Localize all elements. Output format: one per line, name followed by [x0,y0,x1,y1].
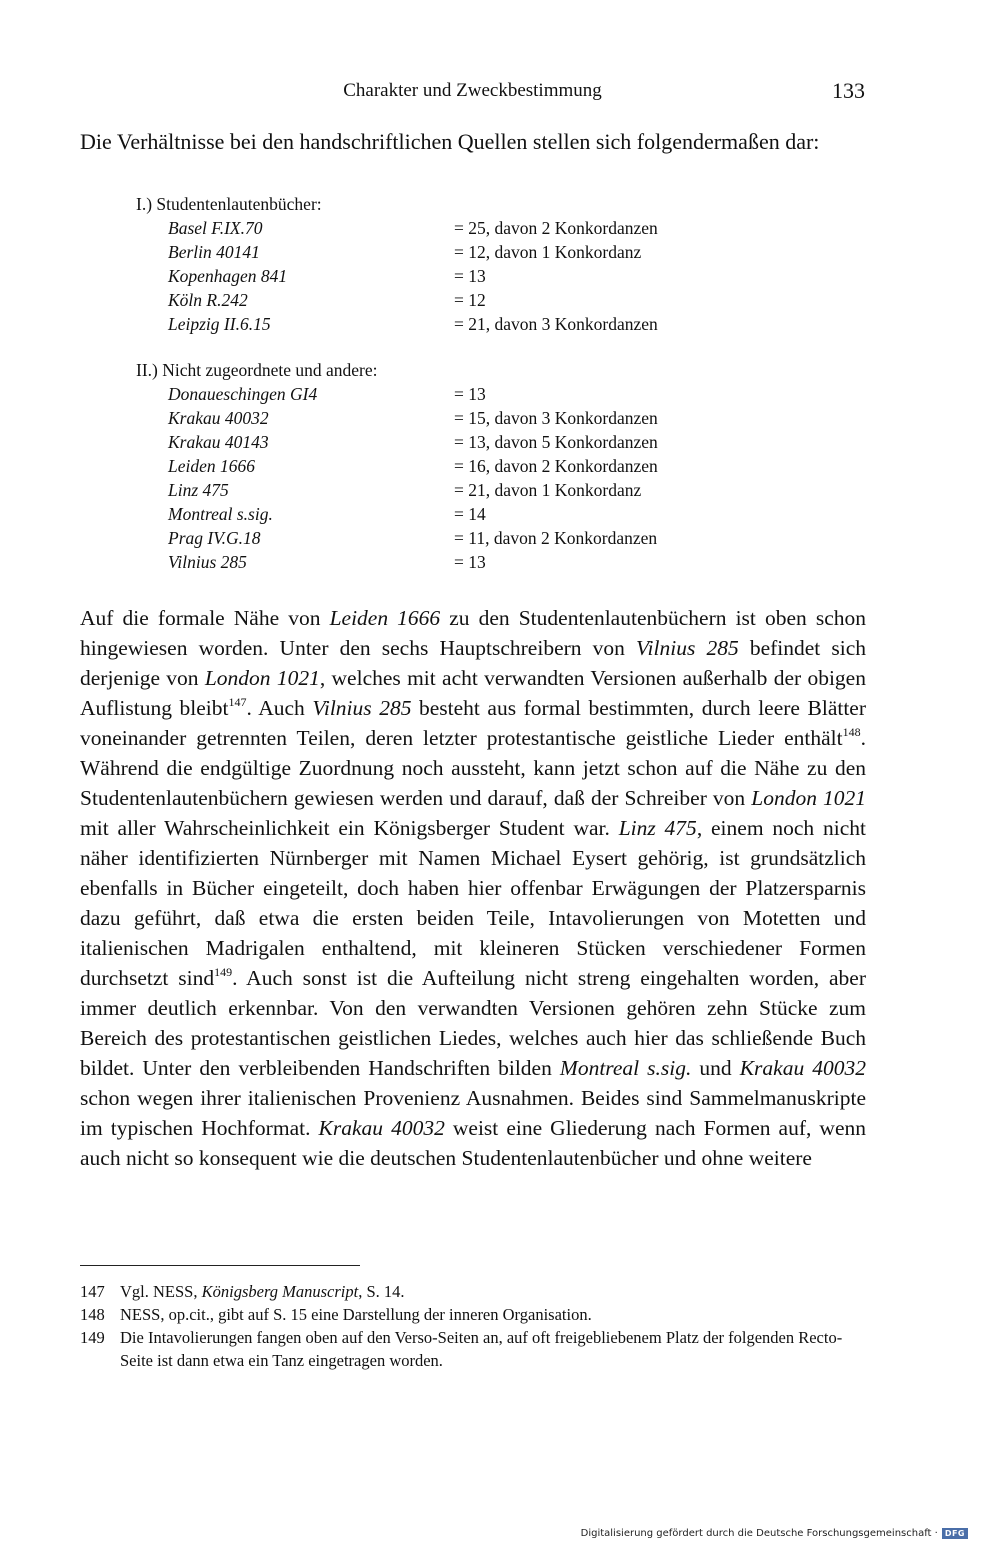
list-row [136,430,756,454]
source-reference: Vilnius 285 [636,636,739,660]
source-name: Donaueschingen GI4 [168,384,318,404]
source-count: = 13 [454,266,486,286]
page-header [80,78,865,108]
source-count: = 14 [454,504,486,524]
list-row [136,478,756,502]
source-count: = 21, davon 3 Konkordanzen [454,314,658,334]
source-name: Köln R.242 [168,290,248,310]
footnote-divider [80,1265,360,1266]
source-list-group-1 [136,192,756,336]
source-name: Basel F.IX.70 [168,218,263,238]
footnote-marker: 148 [842,725,861,739]
list-row [136,240,756,264]
source-count: = 13 [454,384,486,404]
source-name: Linz 475 [168,480,229,500]
footnote-number: 148 [80,1305,105,1324]
list-row [136,288,756,312]
list-row [136,382,756,406]
source-name: Krakau 40143 [168,432,269,452]
list-heading: II.) Nicht zugeordnete und andere: [136,360,378,380]
source-name: Berlin 40141 [168,242,260,262]
source-reference: Krakau 40032 [739,1056,867,1080]
source-count: = 15, davon 3 Konkordanzen [454,408,658,428]
running-title: Charakter und Zweckbestimmung [343,80,602,101]
source-count: = 12 [454,290,486,310]
list-row [136,312,756,336]
footnotes [80,1280,870,1372]
footnote: 149 Die Intavolierungen fangen oben auf den Verso-Seiten an, auf oft freigebliebenem Platz der folgenden Recto-Seite ist dann etwa ein Tanz eingetragen worden. [80,1328,843,1370]
source-count: = 16, davon 2 Konkordanzen [454,456,658,476]
source-reference: Vilnius 285 [312,696,412,720]
footnote: 147 Vgl. NESS, Königsberg Manuscript, S. 14. [80,1282,405,1301]
source-reference: London 1021 [751,786,867,810]
body-paragraph: Auf die formale Nähe von Leiden 1666 zu den Studentenlautenbüchern ist oben schon hingewiesen worden. Unter den sechs Hauptschreibern von Vilnius 285 befindet sich derjenige von London 1021, welches mit acht verwandten Versionen außerhalb der obigen Auflistung bleibt$^{147}$. Auch Vilnius 285 besteht aus formal bestimmten, durch leere Blätter voneinander getrennten Teilen, deren letzter protestantische geistliche Lieder enthält$^{148}$. Während die endgültige Zuordnung noch aussteht, kann jetzt schon auf die Nähe zu den Studentenlautenbüchern gewiesen werden und darauf, daß der Schreiber von London 1021 mit aller Wahrscheinlichkeit ein Königsberger Student war. Linz 475, einem noch nicht näher identifizierten Nürnberger mit Namen Michael Eysert gehörig, ist grundsätzlich ebenfalls in Bücher eingeteilt, doch haben hier offenbar Erwägungen der Platzersparnis dazu geführt, daß etwa die ersten beiden Teile, Intavolierungen von Motetten und italienischen Madrigalen enthaltend, mit kleineren Stücken verschiedener Formen durchsetzt sind$^{149}$. Auch sonst ist die Aufteilung nicht streng eingehalten worden, aber immer deutlich erkennbar. Von den verwandten Versionen gehören zehn Stücke zum Bereich des protestantischen geistlichen Liedes, welches auch hier das schließende Buch bildet. Unter den verbleibenden Handschriften bilden Montreal s.sig. und Krakau 40032 schon wegen ihrer italienischen Provenienz Ausnahmen. Beides sind Sammelmanuskripte im typischen Hochformat. Krakau 40032 weist eine Gliederung nach Formen auf, wenn auch nicht so konsequent wie die deutschen Studentenlautenbücher und ohne weitere [80,606,867,1170]
list-row [136,502,756,526]
footnote-number: 149 [80,1328,105,1347]
source-name: Prag IV.G.18 [168,528,261,548]
source-count: = 13, davon 5 Konkordanzen [454,432,658,452]
source-list-group-2 [136,358,756,574]
credit-text: Digitalisierung gefördert durch die Deutsche Forschungsgemeinschaft · [580,1528,938,1539]
list-row [136,406,756,430]
dfg-logo-icon: DFG [942,1528,968,1539]
page-number: 133 [832,78,865,103]
source-name: Kopenhagen 841 [168,266,288,286]
source-count: = 12, davon 1 Konkordanz [454,242,642,262]
footnote-marker: 147 [228,695,247,709]
footnote: 148 NESS, op.cit., gibt auf S. 15 eine Darstellung der inneren Organisation. [80,1305,592,1324]
source-name: Vilnius 285 [168,552,247,572]
list-row [136,550,756,574]
intro-paragraph: Die Verhältnisse bei den handschriftlichen Quellen stellen sich folgendermaßen dar: [80,129,820,154]
source-name: Leipzig II.6.15 [168,314,271,334]
source-count: = 25, davon 2 Konkordanzen [454,218,658,238]
source-reference: London 1021 [204,666,320,690]
source-name: Leiden 1666 [168,456,256,476]
source-count: = 11, davon 2 Konkordanzen [454,528,658,548]
list-row [136,216,756,240]
source-reference: Linz 475 [618,816,697,840]
list-row [136,264,756,288]
digitization-credit [581,1528,968,1539]
footnote-number: 147 [80,1282,105,1301]
source-reference: Leiden 1666 [329,606,441,630]
list-heading: I.) Studentenlautenbücher: [136,194,322,214]
source-count: = 21, davon 1 Konkordanz [454,480,642,500]
source-name: Krakau 40032 [168,408,269,428]
footnote-marker: 149 [214,965,233,979]
source-reference: Krakau 40032 [318,1116,445,1140]
list-row [136,454,756,478]
source-count: = 13 [454,552,486,572]
list-row [136,526,756,550]
source-name: Montreal s.sig. [168,504,273,524]
source-reference: Montreal s.sig. [559,1056,692,1080]
